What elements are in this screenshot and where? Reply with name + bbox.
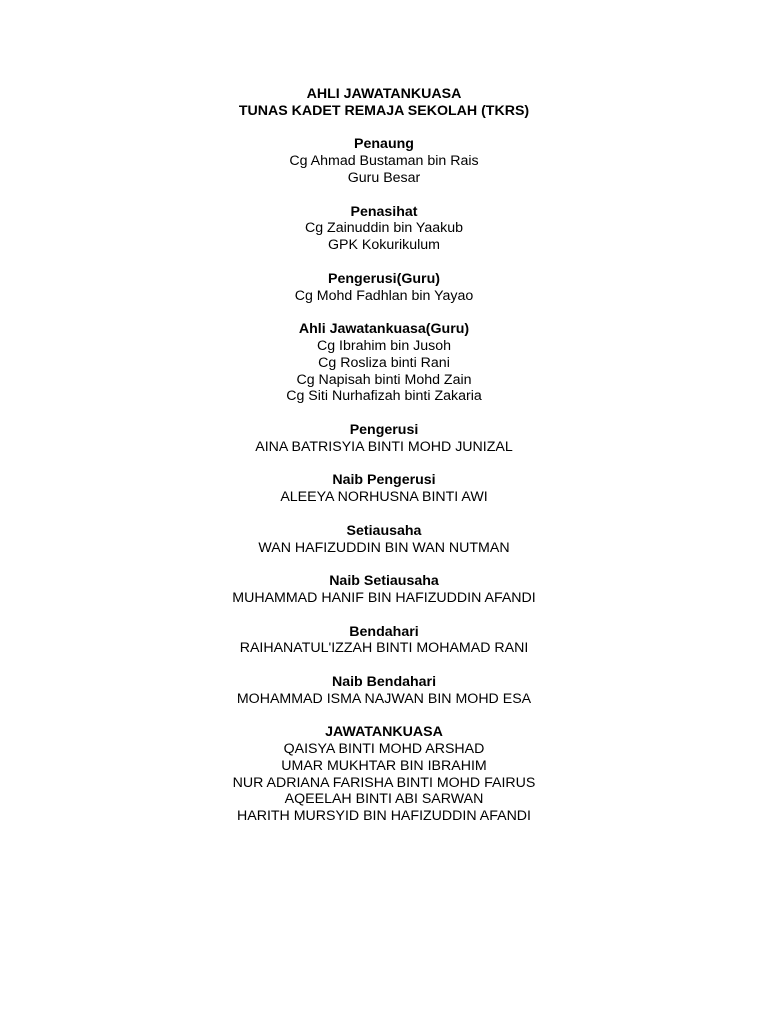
section-penasihat <box>0 204 768 254</box>
section-line: NUR ADRIANA FARISHA BINTI MOHD FAIRUS <box>232 774 536 791</box>
title-line-2: TUNAS KADET REMAJA SEKOLAH (TKRS) <box>238 102 530 119</box>
section-heading: JAWATANKUASA <box>325 724 443 741</box>
section-line: GPK Kokurikulum <box>328 237 440 254</box>
section-setiausaha <box>0 523 768 557</box>
section-heading: Bendahari <box>349 623 419 640</box>
section-heading: Pengerusi <box>349 421 419 438</box>
section-naib-pengerusi <box>0 472 768 506</box>
section-heading: Setiausaha <box>346 522 422 539</box>
section-pengerusi-guru <box>0 271 768 305</box>
section-line: QAISYA BINTI MOHD ARSHAD <box>283 741 485 758</box>
section-line: MUHAMMAD HANIF BIN HAFIZUDDIN AFANDI <box>232 589 536 606</box>
section-heading: Naib Pengerusi <box>332 472 436 489</box>
section-line: HARITH MURSYID BIN HAFIZUDDIN AFANDI <box>236 808 531 825</box>
section-naib-bendahari <box>0 674 768 708</box>
section-heading: Penasihat <box>350 203 418 220</box>
section-line: Cg Napisah binti Mohd Zain <box>296 371 472 388</box>
section-line: AINA BATRISYIA BINTI MOHD JUNIZAL <box>255 438 513 455</box>
section-line: Cg Zainuddin bin Yaakub <box>304 220 463 237</box>
section-line: Cg Mohd Fadhlan bin Yayao <box>294 287 474 304</box>
section-line: Cg Rosliza binti Rani <box>318 354 450 371</box>
section-heading: Pengerusi(Guru) <box>328 270 440 287</box>
section-line: RAIHANATUL'IZZAH BINTI MOHAMAD RANI <box>239 640 529 657</box>
section-line: Cg Ibrahim bin Jusoh <box>316 337 452 354</box>
section-ahli-jawatankuasa-guru <box>0 321 768 405</box>
section-heading: Naib Bendahari <box>331 673 437 690</box>
section-line: WAN HAFIZUDDIN BIN WAN NUTMAN <box>258 539 510 556</box>
section-line: Cg Ahmad Bustaman bin Rais <box>289 153 479 170</box>
section-line: Guru Besar <box>347 169 421 186</box>
section-penaung <box>0 136 768 186</box>
document-page <box>0 86 768 825</box>
section-line: MOHAMMAD ISMA NAJWAN BIN MOHD ESA <box>236 690 532 707</box>
section-line: ALEEYA NORHUSNA BINTI AWI <box>280 489 488 506</box>
document-title <box>0 86 768 120</box>
section-heading: Naib Setiausaha <box>329 573 439 590</box>
title-line-1: AHLI JAWATANKUASA <box>306 86 462 102</box>
section-line: UMAR MUKHTAR BIN IBRAHIM <box>281 757 487 774</box>
section-line: Cg Siti Nurhafizah binti Zakaria <box>286 388 482 405</box>
section-heading: Penaung <box>354 136 414 153</box>
section-heading: Ahli Jawatankuasa(Guru) <box>298 321 470 338</box>
section-line: AQEELAH BINTI ABI SARWAN <box>284 791 484 808</box>
section-pengerusi <box>0 422 768 456</box>
section-naib-setiausaha <box>0 573 768 607</box>
section-jawatankuasa <box>0 724 768 825</box>
section-bendahari <box>0 624 768 658</box>
